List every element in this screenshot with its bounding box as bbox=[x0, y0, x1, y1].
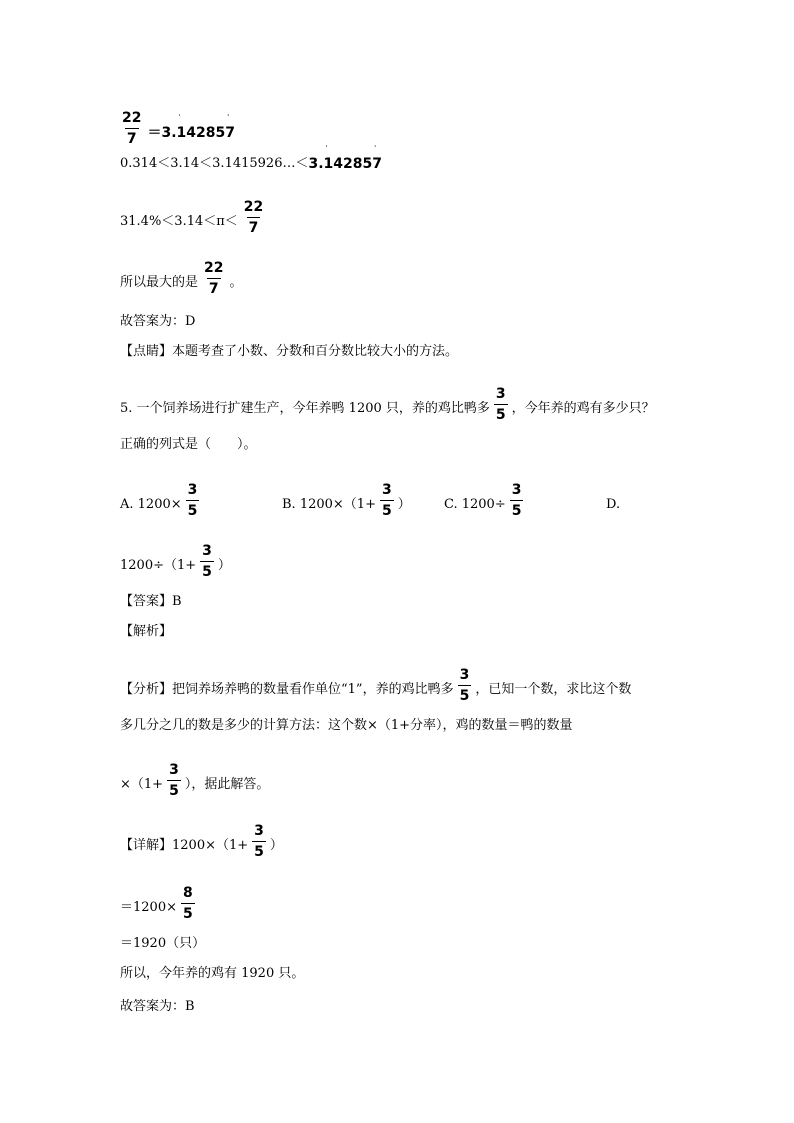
fraction-3-5: $\frac{3}{5}$ bbox=[511, 482, 522, 519]
detail-line-1: 【详解】1200×（1+ $\frac{3}{5}$ ） bbox=[120, 823, 283, 860]
analysis-line-1: 【分析】把饲养场养鸭的数量看作单位“1”，养的鸡比鸭多 $\frac{3}{5}$ ，已知一个数，求比这个数 bbox=[120, 667, 632, 704]
conclusion-max: 所以最大的是 $\frac{22}{7}$ 。 bbox=[120, 260, 243, 297]
comparison-chain-1: 0.314＜3.14＜3.1415926…＜ 3. ˙ 1 4285 ˙ 7 bbox=[120, 145, 382, 172]
fraction-3-5: $\frac{3}{5}$ bbox=[202, 543, 212, 580]
analysis-line-2: 多几分之几的数是多少的计算方法：这个数×（1+分率），鸡的数量＝鸭的数量 bbox=[120, 718, 573, 733]
repeating-digit: ˙ 7 bbox=[372, 145, 382, 172]
fraction-3-5: $\frac{3}{5}$ bbox=[381, 482, 392, 519]
fraction-3-5: $\frac{3}{5}$ bbox=[187, 482, 198, 519]
options-row bbox=[120, 473, 680, 519]
fraction-22-7: $\frac{22}{7}$ bbox=[122, 110, 142, 147]
repeating-digit: ˙ 1 bbox=[176, 114, 187, 141]
repeat-dot-icon: ˙ bbox=[373, 145, 378, 154]
fraction-3-5: $\frac{3}{5}$ bbox=[169, 762, 179, 799]
fraction-3-5: $\frac{3}{5}$ bbox=[459, 667, 470, 704]
option-a[interactable]: A. 1200× $\frac{3}{5}$ bbox=[120, 482, 198, 519]
repeat-dot-icon: ˙ bbox=[226, 114, 231, 123]
analysis-title: 【解析】 bbox=[120, 624, 173, 639]
fraction-22-7: $\frac{22}{7}$ bbox=[204, 260, 224, 297]
detail-line-2: ＝1200× $\frac{8}{5}$ bbox=[120, 885, 193, 922]
fraction-22-7: $\frac{22}{7}$ bbox=[243, 199, 264, 236]
fraction-3-5: $\frac{3}{5}$ bbox=[495, 386, 506, 423]
detail-line-3: ＝1920（只） bbox=[120, 936, 206, 951]
detail-conclusion: 所以，今年养的鸡有 1920 只。 bbox=[120, 966, 305, 981]
fraction-8-5: $\frac{8}{5}$ bbox=[182, 885, 193, 922]
repeating-digit: ˙ 1 bbox=[323, 145, 334, 172]
repeating-digit: ˙ 7 bbox=[225, 114, 236, 141]
repeat-dot-icon: ˙ bbox=[324, 145, 329, 154]
repeat-dot-icon: ˙ bbox=[177, 114, 182, 123]
option-d-label[interactable]: D. bbox=[606, 497, 621, 512]
option-b[interactable]: B. 1200×（1+ $\frac{3}{5}$ ） bbox=[282, 482, 411, 519]
expr-22-over-7-decimal: $\frac{22}{7}$ ＝3. ˙ 1 4285 ˙ 7 bbox=[122, 110, 236, 147]
question-5-prompt: 正确的列式是（ ）。 bbox=[120, 437, 257, 452]
tip-line: 【点睛】本题考查了小数、分数和百分数比较大小的方法。 bbox=[120, 344, 459, 359]
answer-d-line: 故答案为：D bbox=[120, 314, 196, 329]
question-5-stem: 5. 一个饲养场进行扩建生产，今年养鸭 1200 只，养的鸡比鸭多 $\frac{3}{5}$ ，今年养的鸡有多少只？ bbox=[120, 386, 655, 423]
comparison-chain-2: 31.4%＜3.14＜π＜ $\frac{22}{7}$ bbox=[120, 199, 264, 236]
answer-label: 【答案】B bbox=[120, 594, 182, 609]
option-d-body[interactable]: 1200÷（1+ $\frac{3}{5}$ ） bbox=[120, 543, 231, 580]
final-answer: 故答案为：B bbox=[120, 999, 195, 1014]
option-c[interactable]: C. 1200÷ $\frac{3}{5}$ bbox=[444, 482, 522, 519]
analysis-line-3: ×（1+ $\frac{3}{5}$ ），据此解答。 bbox=[120, 762, 270, 799]
fraction-3-5: $\frac{3}{5}$ bbox=[254, 823, 264, 860]
